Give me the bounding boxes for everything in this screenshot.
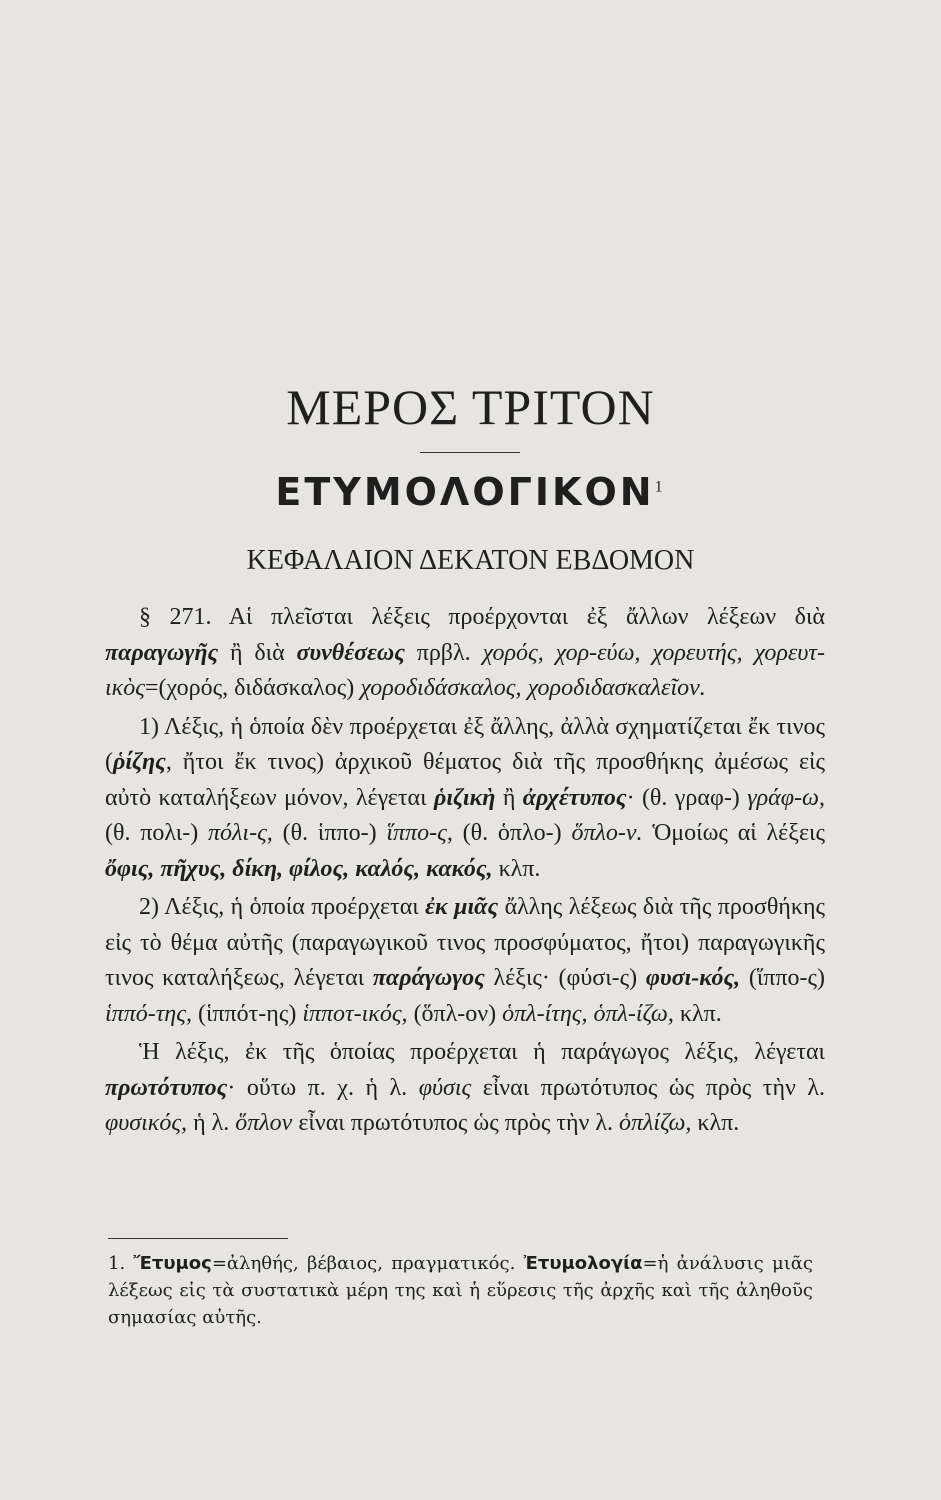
paragraph-271 (105, 600, 825, 707)
example: ἵππο-ς, (386, 820, 453, 846)
example: χοροδιδάσκαλος, χοροδιδασκαλεῖον. (360, 675, 706, 701)
example: ὁπλίζω, (619, 1110, 692, 1136)
text: κλπ. (492, 855, 541, 882)
footnote-number: 1. (108, 1253, 134, 1274)
text: (θ. πολι-) (105, 820, 208, 846)
text: § 271. Αἱ πλεῖσται λέξεις προέρχονται ἐξ ἄλλων λέξεων διὰ (139, 604, 825, 630)
example: γράφ-ω, (747, 784, 825, 811)
example: πόλι-ς, (207, 820, 273, 846)
footnote (108, 1250, 813, 1331)
chapter-title: ΚΕΦΑΛΑΙΟΝ ΔΕΚΑΤΟΝ ΕΒΔΟΜΟΝ (246, 545, 695, 576)
text: , ἤτοι ἔκ τινος) ἀρχικοῦ θέματος διὰ τῆς προσθήκης ἀμέσως εἰς αὐτὸ καταλήξεων μόνον, λέγεται (105, 749, 825, 811)
example: φυσι-κός, (645, 965, 741, 991)
example: φύσις (418, 1074, 472, 1101)
text: πρβλ. (404, 639, 483, 666)
title-divider (420, 452, 520, 453)
term: ἀρχέτυπος (522, 784, 627, 811)
footnote-divider (108, 1238, 288, 1239)
text: (ὅπλ-ον) (407, 1000, 503, 1027)
example: χορός, χορ-εύω, χορευτής, χορευτ-ικὸς (105, 639, 825, 701)
text: εἶναι πρωτότυπος ὡς πρὸς τὴν λ. (292, 1110, 620, 1136)
paragraph-root-words (105, 710, 825, 888)
text: λέξις· (φύσι-ς) (484, 965, 646, 991)
text: εἶναι πρωτότυπος ὡς πρὸς τὴν λ. (471, 1074, 825, 1101)
term: ἐκ μιᾶς (425, 894, 499, 920)
text: Ἡ λέξις, ἐκ τῆς ὁποίας προέρχεται ἡ παράγωγος λέξις, λέγεται (139, 1039, 825, 1065)
text: Ὁμοίως αἱ λέξεις (642, 820, 825, 846)
text: ἢ διὰ (218, 639, 297, 666)
paragraph-derived-words (105, 890, 825, 1032)
term: Ἐτυμολογία (523, 1253, 643, 1274)
example: ἱππό-της, (105, 1000, 192, 1027)
text: (ἱππότ-ης) (191, 1000, 303, 1027)
text: (θ. ἱππο-) (272, 820, 387, 846)
text: · οὕτω π. χ. ἡ λ. (227, 1074, 419, 1101)
text: · (θ. γραφ-) (626, 784, 748, 811)
part-title: ΜΕΡΟΣ ΤΡΙΤΟΝ (286, 379, 655, 435)
text: κλπ. (673, 1000, 722, 1027)
term: ῥιζικὴ (433, 784, 496, 811)
text: =ἡ ἀνάλυσις μιᾶς λέξεως εἰς τὰ συστατικὰ μέρη της καὶ ἡ εὕρεσις τῆς ἀρχῆς καὶ τῆς ἀληθοῦς σημασίας αὐτῆς. (108, 1253, 813, 1328)
term: πρωτότυπος (105, 1074, 228, 1101)
term: ῥίζης (113, 749, 166, 775)
text: (θ. ὁπλο-) (452, 820, 572, 846)
text: ἄλλης λέξεως διὰ τῆς προσθήκης εἰς τὸ θέμα αὐτῆς (παραγωγικοῦ τινος προσφύματος, ἤτοι) παραγωγικῆς τινος καταλήξεως, λέγεται (105, 894, 826, 991)
example: ὄφις, πῆχυς, δίκη, φίλος, καλός, κακός, (105, 855, 493, 882)
term: παραγωγῆς (105, 639, 219, 666)
text: ἡ λ. (187, 1110, 236, 1136)
text: 1) Λέξις, ἡ ὁποία δὲν προέρχεται ἐξ ἄλλης, ἀλλὰ σχηματίζεται ἔκ τινος ( (105, 713, 825, 775)
term: συνθέσεως (296, 639, 405, 666)
example: ὅπλο-ν. (571, 820, 643, 846)
example: ὁπλ-ίτης, ὁπλ-ίζω, (502, 1000, 674, 1027)
example: ὅπλον (235, 1110, 293, 1136)
text: 2) Λέξις, ἡ ὁποία προέρχεται (139, 894, 426, 920)
paragraph-original-words (105, 1035, 825, 1142)
footnote-marker: 1 (654, 478, 666, 496)
text: =(χορός, διδάσκαλος) (144, 675, 361, 701)
text: (ἵππο-ς) (740, 965, 826, 991)
text: =ἀληθής, βέβαιος, πραγματικός. (211, 1253, 524, 1274)
subject-title (0, 470, 941, 514)
text: ἢ (495, 784, 523, 811)
main-text (105, 600, 825, 1142)
example: φυσικός, (105, 1110, 188, 1136)
term: παράγωγος (372, 965, 485, 991)
subject-title-text: ΕΤΥΜΟΛΟΓΙΚΟΝ (275, 470, 655, 514)
text: κλπ. (691, 1110, 740, 1136)
term: Ἔτυμος (133, 1253, 212, 1274)
example: ἱπποτ-ικός, (302, 1000, 408, 1027)
